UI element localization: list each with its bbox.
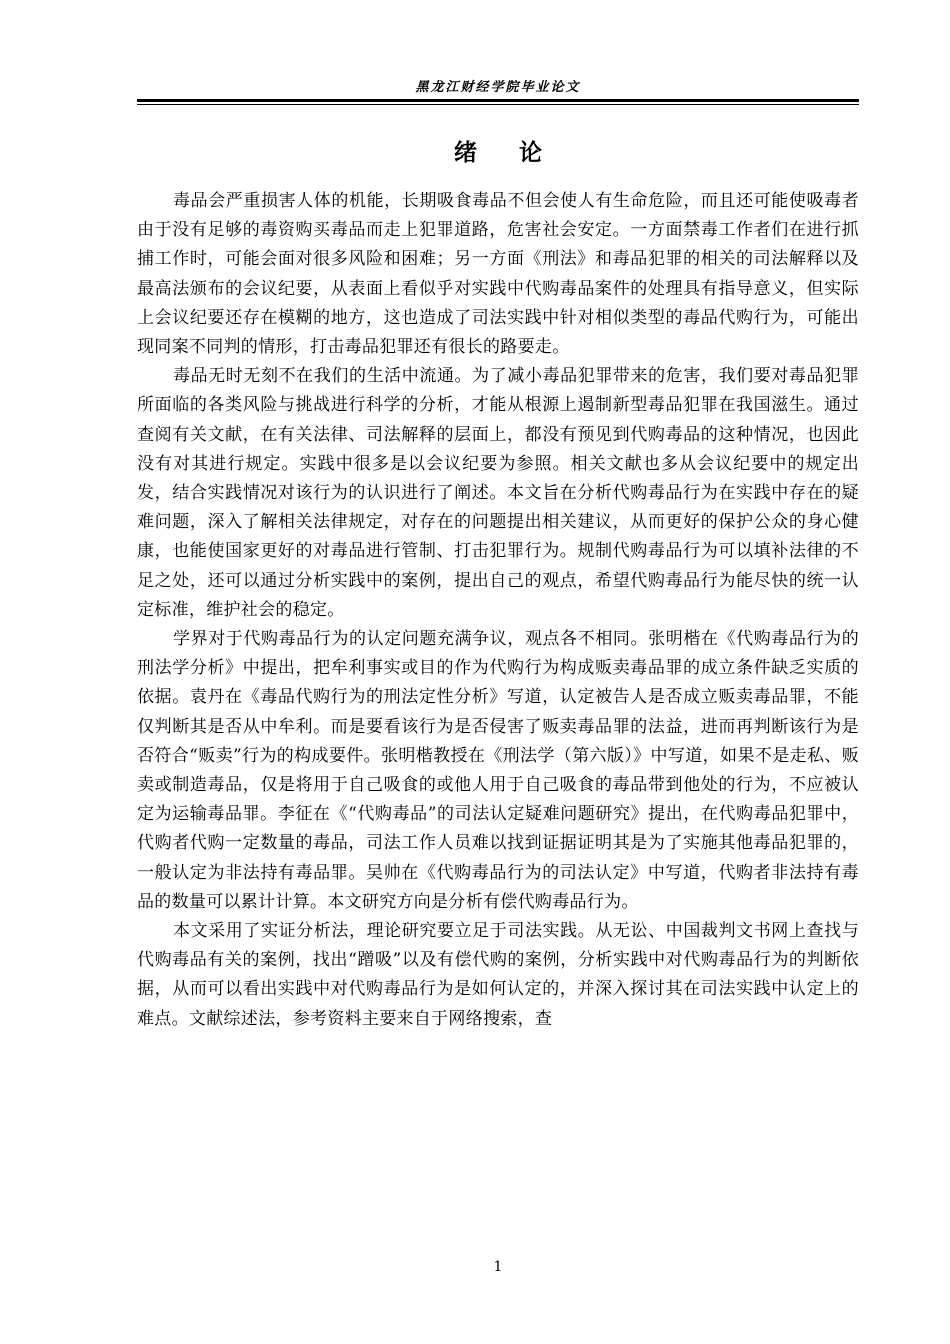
paragraph: 毒品无时无刻不在我们的生活中流通。为了减小毒品犯罪带来的危害，我们要对毒品犯罪所面临的各类风险与挑战进行科学的分析，才能从根源上遏制新型毒品犯罪在我国滋生。通过查阅有关文献，在有关法律、司法解释的层面上，都没有预见到代购毒品的这种情况，也因此没有对其进行规定。实践中很多是以会议纪要为参照。相关文献也多从会议纪要中的规定出发，结合实践情况对该行为的认识进行了阐述。本文旨在分析代购毒品行为在实践中存在的疑难问题，深入了解相关法律规定，对存在的问题提出相关建议，从而更好的保护公众的身心健康，也能使国家更好的对毒品进行管制、打击犯罪行为。规制代购毒品行为可以填补法律的不足之处，还可以通过分析实践中的案例，提出自己的观点，希望代购毒品行为能尽快的统一认定标准，维护社会的稳定。 [137, 366, 859, 620]
paragraph: 本文采用了实证分析法，理论研究要立足于司法实践。从无讼、中国裁判文书网上查找与代购毒品有关的案例，找出“蹭吸”以及有偿代购的案例，分析实践中对代购毒品行为的判断依据，从而可以看出实践中对代购毒品行为是如何认定的，并深入探讨其在司法实践中认定上的难点。文献综述法，参考资料主要来自于网络搜索，查 [137, 921, 859, 1029]
page-number: 1 [493, 1259, 503, 1275]
header-rule-thin [137, 104, 859, 105]
chapter-title: 绪论 [454, 140, 584, 166]
paragraph: 学界对于代购毒品行为的认定问题充满争议，观点各不相同。张明楷在《代购毒品行为的刑法学分析》中提出，把牟利事实或目的作为代购行为构成贩卖毒品罪的成立条件缺乏实质的依据。袁丹在《毒品代购行为的刑法定性分析》写道，认定被告人是否成立贩卖毒品罪，不能仅判断其是否从中牟利。而是要看该行为是否侵害了贩卖毒品罪的法益，进而再判断该行为是否符合“贩卖”行为的构成要件。张明楷教授在《刑法学（第六版）》中写道，如果不是走私、贩卖或制造毒品，仅是将用于自己吸食的或他人用于自己吸食的毒品带到他处的行为，不应被认定为运输毒品罪。李征在《“代购毒品”的司法认定疑难问题研究》提出，在代购毒品犯罪中，代购者代购一定数量的毒品，司法工作人员难以找到证据证明其是为了实施其他毒品犯罪的，一般认定为非法持有毒品罪。吴帅在《代购毒品行为的司法认定》中写道，代购者非法持有毒品的数量可以累计计算。本文研究方向是分析有偿代购毒品行为。 [137, 629, 859, 912]
paragraph: 毒品会严重损害人体的机能，长期吸食毒品不但会使人有生命危险，而且还可能使吸毒者由于没有足够的毒资购买毒品而走上犯罪道路，危害社会安定。一方面禁毒工作者们在进行抓捕工作时，可能会面对很多风险和困难；另一方面《刑法》和毒品犯罪的相关的司法解释以及最高法颁布的会议纪要，从表面上看似乎对实践中代购毒品案件的处理具有指导意义，但实际上会议纪要还存在模糊的地方，这也造成了司法实践中针对相似类型的毒品代购行为，可能出现同案不同判的情形，打击毒品犯罪还有很长的路要走。 [137, 191, 859, 358]
header-rule-thick [137, 99, 859, 102]
running-header: 黑龙江财经学院毕业论文 [415, 80, 581, 95]
body-text [137, 187, 859, 1034]
